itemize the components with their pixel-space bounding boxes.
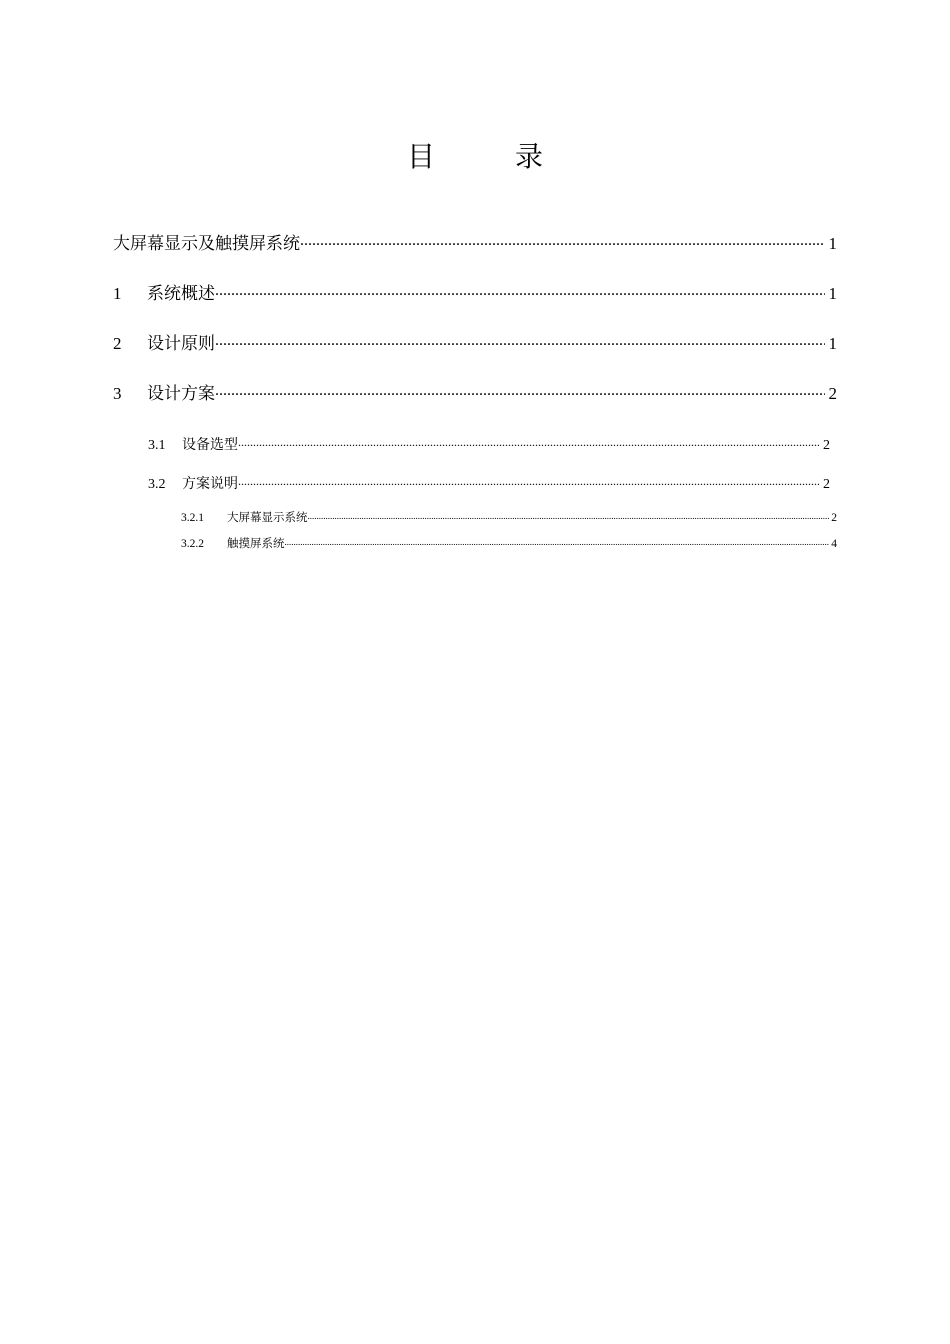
- toc-entry-text: 触摸屏系统: [227, 538, 285, 550]
- toc-page-number: 2: [828, 384, 837, 403]
- toc-entry-3-2[interactable]: [148, 473, 830, 495]
- toc-entry-number: 2: [113, 334, 122, 353]
- toc-dot-leader: [285, 538, 830, 547]
- toc-page-number: 4: [831, 538, 837, 550]
- toc-entry-text: 设计方案: [147, 384, 215, 404]
- toc-entry-3[interactable]: [113, 379, 837, 405]
- toc-dot-leader: [300, 233, 825, 249]
- toc-entry-number: 3.2: [148, 477, 166, 492]
- toc-page-number: 2: [823, 438, 830, 453]
- toc-entry-text: 设备选型: [182, 438, 238, 453]
- toc-page-number: 1: [828, 284, 837, 303]
- toc-entry-main-title[interactable]: [113, 229, 837, 255]
- toc-entry-text: 方案说明: [182, 477, 238, 492]
- toc-dot-leader: [215, 383, 825, 399]
- toc-entry-1[interactable]: [113, 279, 837, 305]
- toc-entry-3-2-2[interactable]: [181, 535, 837, 553]
- toc-entry-text: 设计原则: [147, 334, 215, 354]
- toc-entry-number: 1: [113, 284, 122, 303]
- toc-entry-number: 3.2.1: [181, 512, 204, 524]
- toc-entry-3-1[interactable]: [148, 434, 830, 456]
- toc-dot-leader: [238, 437, 819, 449]
- toc-entry-text: 大屏幕显示系统: [227, 512, 308, 524]
- toc-entry-number: 3.2.2: [181, 538, 204, 550]
- toc-dot-leader: [215, 333, 825, 349]
- toc-entry-number: 3: [113, 384, 122, 403]
- page-title: 目 录: [406, 142, 569, 173]
- toc-page-number: 2: [823, 477, 830, 492]
- toc-entry-2[interactable]: [113, 329, 837, 355]
- toc-entry-3-2-1[interactable]: [181, 509, 837, 527]
- toc-page-number: 1: [828, 234, 837, 253]
- toc-page-number: 2: [831, 512, 837, 524]
- toc-dot-leader: [215, 283, 825, 299]
- toc-page-number: 1: [828, 334, 837, 353]
- toc-entry-text: 系统概述: [147, 284, 215, 304]
- toc-dot-leader: [308, 512, 830, 521]
- toc-entry-number: 3.1: [148, 438, 166, 453]
- toc-dot-leader: [238, 476, 819, 488]
- toc-entry-text: 大屏幕显示及触摸屏系统: [113, 234, 300, 254]
